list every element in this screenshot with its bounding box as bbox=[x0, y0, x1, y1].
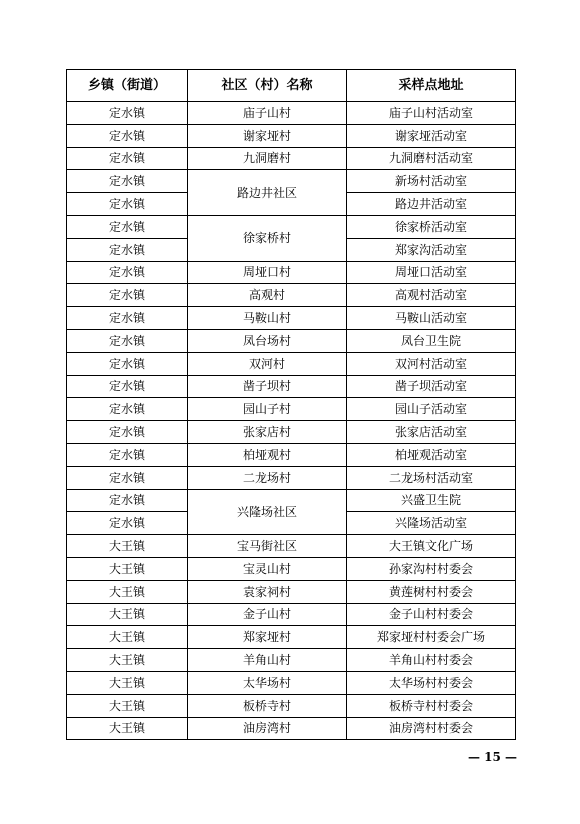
table-row bbox=[67, 170, 516, 193]
cell-town: 定水镇 bbox=[67, 352, 188, 375]
table-row bbox=[67, 626, 516, 649]
cell-town: 定水镇 bbox=[67, 170, 188, 193]
cell-village: 太华场村 bbox=[188, 671, 347, 694]
cell-town: 大王镇 bbox=[67, 694, 188, 717]
cell-town: 定水镇 bbox=[67, 193, 188, 216]
table-row bbox=[67, 717, 516, 740]
table-row bbox=[67, 649, 516, 672]
page-number: — 15 — bbox=[468, 750, 518, 764]
cell-town: 定水镇 bbox=[67, 466, 188, 489]
table-body bbox=[67, 102, 516, 740]
cell-site: 凿子坝活动室 bbox=[347, 375, 516, 398]
cell-village: 金子山村 bbox=[188, 603, 347, 626]
cell-village: 路边井社区 bbox=[188, 170, 347, 216]
cell-site: 徐家桥活动室 bbox=[347, 215, 516, 238]
cell-town: 定水镇 bbox=[67, 261, 188, 284]
cell-town: 定水镇 bbox=[67, 489, 188, 512]
table-row bbox=[67, 215, 516, 238]
cell-site: 郑家垭村村委会广场 bbox=[347, 626, 516, 649]
cell-village: 谢家垭村 bbox=[188, 124, 347, 147]
table-row bbox=[67, 375, 516, 398]
cell-village: 郑家垭村 bbox=[188, 626, 347, 649]
cell-town: 大王镇 bbox=[67, 557, 188, 580]
cell-village: 双河村 bbox=[188, 352, 347, 375]
cell-village: 徐家桥村 bbox=[188, 215, 347, 261]
cell-village: 马鞍山村 bbox=[188, 307, 347, 330]
cell-town: 定水镇 bbox=[67, 443, 188, 466]
cell-site: 双河村活动室 bbox=[347, 352, 516, 375]
table-row bbox=[67, 671, 516, 694]
cell-site: 板桥寺村村委会 bbox=[347, 694, 516, 717]
table-header-row bbox=[67, 70, 516, 102]
cell-town: 定水镇 bbox=[67, 102, 188, 125]
cell-site: 张家店活动室 bbox=[347, 421, 516, 444]
cell-village: 油房湾村 bbox=[188, 717, 347, 740]
cell-village: 宝灵山村 bbox=[188, 557, 347, 580]
cell-site: 兴盛卫生院 bbox=[347, 489, 516, 512]
table-row bbox=[67, 466, 516, 489]
cell-site: 黄莲树村村委会 bbox=[347, 580, 516, 603]
table-row bbox=[67, 102, 516, 125]
cell-village: 九洞磨村 bbox=[188, 147, 347, 170]
cell-town: 大王镇 bbox=[67, 649, 188, 672]
cell-town: 大王镇 bbox=[67, 603, 188, 626]
cell-town: 大王镇 bbox=[67, 717, 188, 740]
table-row bbox=[67, 124, 516, 147]
table-row bbox=[67, 421, 516, 444]
sampling-sites-table bbox=[66, 69, 516, 740]
cell-town: 大王镇 bbox=[67, 535, 188, 558]
header-town: 乡镇（街道） bbox=[67, 70, 188, 102]
cell-site: 路边井活动室 bbox=[347, 193, 516, 216]
table-row bbox=[67, 489, 516, 512]
cell-site: 太华场村村委会 bbox=[347, 671, 516, 694]
cell-site: 孙家沟村村委会 bbox=[347, 557, 516, 580]
cell-village: 凿子坝村 bbox=[188, 375, 347, 398]
cell-site: 庙子山村活动室 bbox=[347, 102, 516, 125]
cell-village: 宝马街社区 bbox=[188, 535, 347, 558]
cell-site: 园山子活动室 bbox=[347, 398, 516, 421]
cell-site: 兴隆场活动室 bbox=[347, 512, 516, 535]
cell-site: 周垭口活动室 bbox=[347, 261, 516, 284]
cell-town: 定水镇 bbox=[67, 329, 188, 352]
cell-town: 大王镇 bbox=[67, 626, 188, 649]
cell-village: 凤台场村 bbox=[188, 329, 347, 352]
cell-site: 高观村活动室 bbox=[347, 284, 516, 307]
cell-site: 九洞磨村活动室 bbox=[347, 147, 516, 170]
cell-site: 羊角山村村委会 bbox=[347, 649, 516, 672]
table-row bbox=[67, 443, 516, 466]
cell-site: 凤台卫生院 bbox=[347, 329, 516, 352]
header-village: 社区（村）名称 bbox=[188, 70, 347, 102]
cell-town: 定水镇 bbox=[67, 147, 188, 170]
header-site: 采样点地址 bbox=[347, 70, 516, 102]
table-row bbox=[67, 307, 516, 330]
table-row bbox=[67, 694, 516, 717]
table-row bbox=[67, 603, 516, 626]
cell-site: 郑家沟活动室 bbox=[347, 238, 516, 261]
cell-site: 金子山村村委会 bbox=[347, 603, 516, 626]
cell-town: 定水镇 bbox=[67, 215, 188, 238]
cell-village: 二龙场村 bbox=[188, 466, 347, 489]
table-row bbox=[67, 352, 516, 375]
cell-town: 大王镇 bbox=[67, 671, 188, 694]
cell-village: 庙子山村 bbox=[188, 102, 347, 125]
cell-town: 定水镇 bbox=[67, 398, 188, 421]
table-row bbox=[67, 284, 516, 307]
cell-site: 大王镇文化广场 bbox=[347, 535, 516, 558]
cell-village: 园山子村 bbox=[188, 398, 347, 421]
table-row bbox=[67, 580, 516, 603]
cell-site: 油房湾村村委会 bbox=[347, 717, 516, 740]
cell-village: 羊角山村 bbox=[188, 649, 347, 672]
cell-village: 柏垭观村 bbox=[188, 443, 347, 466]
cell-village: 张家店村 bbox=[188, 421, 347, 444]
cell-town: 定水镇 bbox=[67, 284, 188, 307]
cell-site: 新场村活动室 bbox=[347, 170, 516, 193]
table-row bbox=[67, 557, 516, 580]
cell-town: 定水镇 bbox=[67, 375, 188, 398]
cell-village: 兴隆场社区 bbox=[188, 489, 347, 535]
cell-site: 马鞍山活动室 bbox=[347, 307, 516, 330]
cell-town: 定水镇 bbox=[67, 421, 188, 444]
cell-site: 谢家垭活动室 bbox=[347, 124, 516, 147]
cell-village: 高观村 bbox=[188, 284, 347, 307]
cell-village: 袁家祠村 bbox=[188, 580, 347, 603]
cell-village: 板桥寺村 bbox=[188, 694, 347, 717]
table-row bbox=[67, 329, 516, 352]
cell-site: 二龙场村活动室 bbox=[347, 466, 516, 489]
cell-town: 定水镇 bbox=[67, 307, 188, 330]
cell-village: 周垭口村 bbox=[188, 261, 347, 284]
cell-town: 定水镇 bbox=[67, 512, 188, 535]
cell-town: 大王镇 bbox=[67, 580, 188, 603]
table-row bbox=[67, 261, 516, 284]
table-row bbox=[67, 147, 516, 170]
cell-town: 定水镇 bbox=[67, 238, 188, 261]
cell-town: 定水镇 bbox=[67, 124, 188, 147]
table-row bbox=[67, 535, 516, 558]
table-row bbox=[67, 398, 516, 421]
cell-site: 柏垭观活动室 bbox=[347, 443, 516, 466]
